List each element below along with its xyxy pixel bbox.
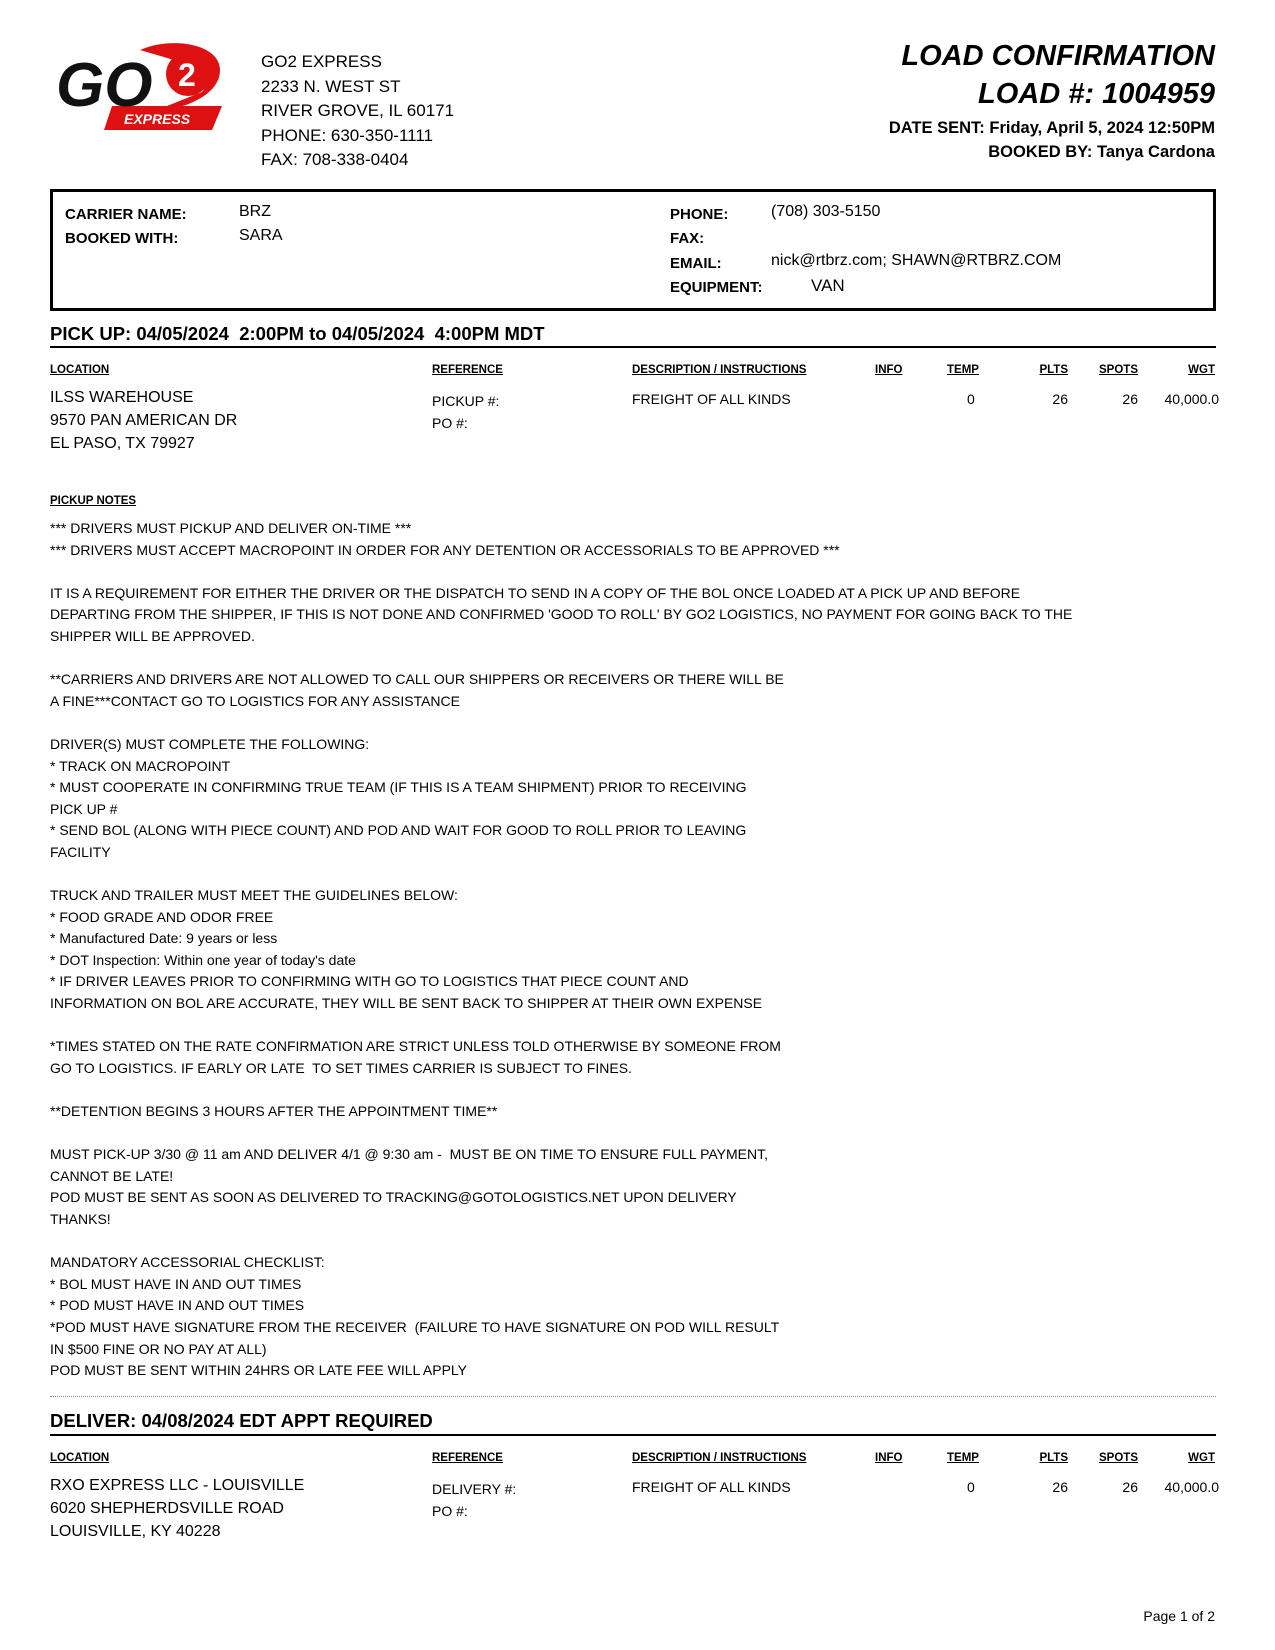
pickup-location-city: EL PASO, TX 79927 (50, 435, 195, 452)
pickup-note-line: THANKS! (50, 1211, 111, 1227)
fax-label: FAX: (670, 230, 705, 247)
delivery-temp: 0 (967, 1479, 975, 1495)
delivery-location-name: RXO EXPRESS LLC - LOUISVILLE (50, 1477, 305, 1494)
company-fax: FAX: 708-338-0404 (261, 150, 409, 169)
delivery-wgt: 40,000.0 (1164, 1479, 1219, 1495)
pickup-number-label: PICKUP #: (432, 393, 500, 409)
equipment-value: VAN (811, 276, 845, 295)
booked-by: BOOKED BY: Tanya Cardona (988, 143, 1215, 161)
delivery-rule (50, 1434, 1216, 1436)
pickup-col-description: DESCRIPTION / INSTRUCTIONS (632, 364, 807, 376)
company-name: GO2 EXPRESS (261, 52, 382, 71)
pickup-note-line: * SEND BOL (ALONG WITH PIECE COUNT) AND POD AND WAIT FOR GOOD TO ROLL PRIOR TO LEAVING (50, 822, 747, 839)
pickup-location-name: ILSS WAREHOUSE (50, 389, 194, 406)
pickup-note-line: *** DRIVERS MUST PICKUP AND DELIVER ON-TIME *** (50, 520, 412, 536)
carrier-name-label: CARRIER NAME: (65, 206, 187, 223)
delivery-col-description: DESCRIPTION / INSTRUCTIONS (632, 1452, 807, 1464)
pickup-note-line: MUST PICK-UP 3/30 @ 11 am AND DELIVER 4/1 @ 9:30 am - MUST BE ON TIME TO ENSURE FULL PAYMENT, (50, 1146, 768, 1163)
date-sent: DATE SENT: Friday, April 5, 2024 12:50PM (888, 119, 1215, 137)
delivery-plts: 26 (1052, 1479, 1068, 1495)
pickup-note-line: *** DRIVERS MUST ACCEPT MACROPOINT IN ORDER FOR ANY DETENTION OR ACCESSORIALS TO BE APPROVED *** (50, 541, 840, 558)
pickup-note-line: * DOT Inspection: Within one year of today's date (50, 951, 356, 968)
pickup-note-line (50, 712, 1072, 734)
svg-text:2: 2 (178, 57, 196, 93)
pickup-col-location: LOCATION (50, 364, 110, 376)
pickup-po-label: PO #: (432, 415, 468, 431)
company-address-line1: 2233 N. WEST ST (261, 76, 401, 96)
delivery-location-city: LOUISVILLE, KY 40228 (50, 1523, 221, 1540)
pickup-note-line (50, 648, 1072, 670)
email-label: EMAIL: (670, 255, 722, 272)
pickup-note-line (50, 1123, 1072, 1145)
pickup-note-line (50, 561, 1072, 583)
phone-label: PHONE: (670, 206, 729, 223)
company-phone: PHONE: 630-350-1111 (261, 125, 433, 145)
pickup-title: PICK UP: 04/05/2024 2:00PM to 04/05/2024 4:00PM MDT (50, 323, 545, 344)
pickup-note-line: * IF DRIVER LEAVES PRIOR TO CONFIRMING WITH GO TO LOGISTICS THAT PIECE COUNT AND (50, 973, 689, 990)
pickup-note-line: POD MUST BE SENT AS SOON AS DELIVERED TO TRACKING@GOTOLOGISTICS.NET UPON DELIVERY (50, 1189, 737, 1206)
delivery-location (50, 1474, 304, 1543)
pickup-note-line: PICK UP # (50, 800, 118, 817)
delivery-title: DELIVER: 04/08/2024 EDT APPT REQUIRED (50, 1410, 433, 1431)
delivery-description: FREIGHT OF ALL KINDS (632, 1479, 791, 1495)
pickup-note-line: A FINE***CONTACT GO TO LOGISTICS FOR ANY ASSISTANCE (50, 692, 460, 709)
pickup-note-line: * FOOD GRADE AND ODOR FREE (50, 908, 274, 925)
company-address (261, 50, 454, 173)
phone-value: (708) 303-5150 (771, 203, 881, 220)
pickup-location (50, 386, 237, 455)
pickup-note-line: INFORMATION ON BOL ARE ACCURATE, THEY WILL BE SENT BACK TO SHIPPER AT THEIR OWN EXPENSE (50, 995, 763, 1012)
pickup-note-line: *POD MUST HAVE SIGNATURE FROM THE RECEIVER (FAILURE TO HAVE SIGNATURE ON POD WILL RESULT (50, 1318, 780, 1335)
pickup-notes-label: PICKUP NOTES (50, 495, 137, 507)
pickup-col-plts: PLTS (1039, 364, 1068, 376)
pickup-col-temp: TEMP (947, 364, 979, 376)
pickup-note-line: * MUST COOPERATE IN CONFIRMING TRUE TEAM (IF THIS IS A TEAM SHIPMENT) PRIOR TO RECEIVING (50, 779, 747, 796)
delivery-col-reference: REFERENCE (432, 1452, 503, 1464)
pickup-note-line: DRIVER(S) MUST COMPLETE THE FOLLOWING: (50, 735, 370, 752)
pickup-location-street: 9570 PAN AMERICAN DR (50, 412, 238, 429)
delivery-col-temp: TEMP (947, 1452, 979, 1464)
carrier-name-value: BRZ (239, 203, 271, 220)
pickup-col-spots: SPOTS (1099, 364, 1138, 376)
pickup-note-line: GO TO LOGISTICS. IF EARLY OR LATE TO SET TIMES CARRIER IS SUBJECT TO FINES. (50, 1059, 632, 1076)
pickup-description: FREIGHT OF ALL KINDS (632, 391, 791, 407)
company-logo (52, 40, 232, 132)
section-divider (50, 1396, 1216, 1397)
pickup-note-line: *TIMES STATED ON THE RATE CONFIRMATION ARE STRICT UNLESS TOLD OTHERWISE BY SOMEONE FROM (50, 1038, 781, 1055)
delivery-reference (432, 1478, 516, 1522)
page-number: Page 1 of 2 (1143, 1608, 1215, 1624)
company-address-line2: RIVER GROVE, IL 60171 (261, 101, 455, 120)
pickup-col-wgt: WGT (1188, 364, 1215, 376)
document-header (695, 37, 1215, 164)
equipment-label: EQUIPMENT: (670, 279, 763, 296)
delivery-col-location: LOCATION (50, 1452, 110, 1464)
delivery-location-street: 6020 SHEPHERDSVILLE ROAD (50, 1500, 284, 1517)
pickup-notes (50, 518, 1072, 1382)
pickup-note-line (50, 1079, 1072, 1101)
pickup-note-line (50, 1231, 1072, 1253)
pickup-note-line: POD MUST BE SENT WITHIN 24HRS OR LATE FEE WILL APPLY (50, 1362, 467, 1379)
delivery-number-label: DELIVERY #: (432, 1481, 517, 1497)
pickup-col-reference: REFERENCE (432, 364, 503, 376)
delivery-po-label: PO #: (432, 1503, 468, 1519)
pickup-reference (432, 390, 499, 434)
document-title: LOAD CONFIRMATION (901, 40, 1215, 72)
delivery-col-spots: SPOTS (1099, 1452, 1138, 1464)
carrier-info-box (50, 189, 1216, 311)
email-value: nick@rtbrz.com; SHAWN@RTBRZ.COM (771, 252, 1062, 269)
pickup-note-line: SHIPPER WILL BE APPROVED. (50, 627, 255, 644)
booked-with-value: SARA (239, 227, 283, 244)
delivery-spots: 26 (1122, 1479, 1138, 1495)
pickup-note-line: * BOL MUST HAVE IN AND OUT TIMES (50, 1275, 302, 1292)
pickup-note-line: DEPARTING FROM THE SHIPPER, IF THIS IS NOT DONE AND CONFIRMED 'GOOD TO ROLL' BY GO2 LOGISTICS, NO PAYMENT FOR GOING BACK TO THE (50, 606, 1073, 623)
pickup-temp: 0 (967, 391, 975, 407)
pickup-note-line: * TRACK ON MACROPOINT (50, 757, 231, 774)
pickup-note-line: MANDATORY ACCESSORIAL CHECKLIST: (50, 1254, 325, 1271)
delivery-col-wgt: WGT (1188, 1452, 1215, 1464)
delivery-col-plts: PLTS (1039, 1452, 1068, 1464)
pickup-plts: 26 (1052, 391, 1068, 407)
pickup-note-line: * Manufactured Date: 9 years or less (50, 930, 278, 947)
pickup-note-line: * POD MUST HAVE IN AND OUT TIMES (50, 1297, 305, 1314)
svg-text:GO: GO (56, 51, 153, 120)
pickup-col-info: INFO (875, 364, 903, 376)
delivery-col-info: INFO (875, 1452, 903, 1464)
pickup-wgt: 40,000.0 (1164, 391, 1219, 407)
pickup-note-line: IN $500 FINE OR NO PAY AT ALL) (50, 1340, 267, 1357)
pickup-note-line: CANNOT BE LATE! (50, 1167, 174, 1184)
pickup-note-line: **CARRIERS AND DRIVERS ARE NOT ALLOWED TO CALL OUR SHIPPERS OR RECEIVERS OR THERE WILL BE (50, 671, 784, 688)
pickup-rule (50, 346, 1216, 348)
pickup-spots: 26 (1122, 391, 1138, 407)
pickup-note-line: **DETENTION BEGINS 3 HOURS AFTER THE APPOINTMENT TIME** (50, 1103, 498, 1120)
pickup-note-line: IT IS A REQUIREMENT FOR EITHER THE DRIVER OR THE DISPATCH TO SEND IN A COPY OF THE BOL ONCE LOADED AT A PICK UP AND BEFORE (50, 584, 1021, 601)
pickup-note-line: TRUCK AND TRAILER MUST MEET THE GUIDELINES BELOW: (50, 887, 458, 904)
booked-with-label: BOOKED WITH: (65, 230, 179, 247)
load-number: LOAD #: 1004959 (978, 78, 1215, 110)
pickup-note-line: FACILITY (50, 843, 111, 860)
svg-text:EXPRESS: EXPRESS (124, 111, 191, 127)
pickup-note-line (50, 864, 1072, 886)
pickup-note-line (50, 1015, 1072, 1037)
